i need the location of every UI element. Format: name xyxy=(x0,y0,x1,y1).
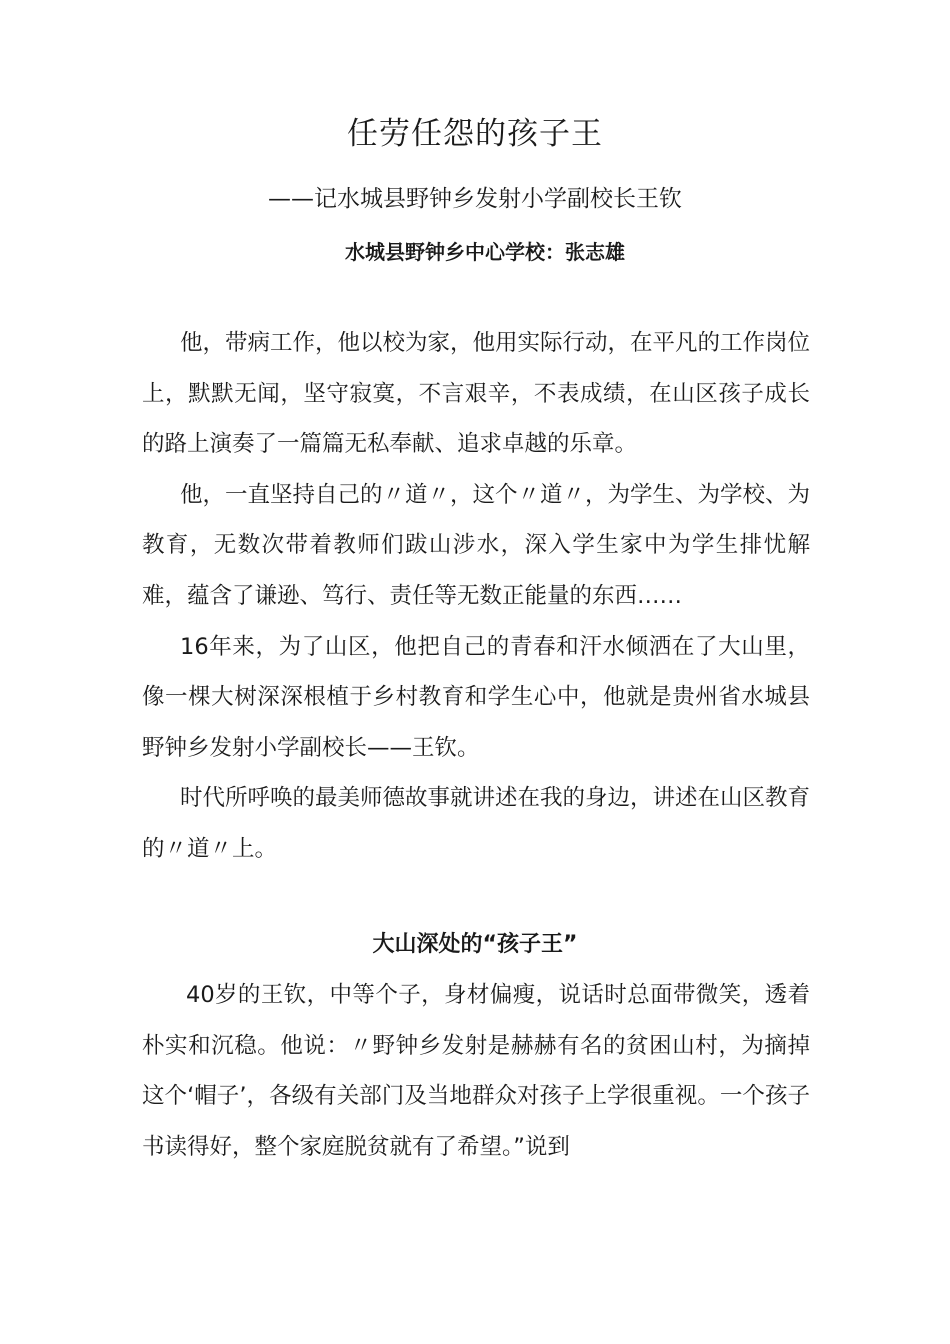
author-line: 水城县野钟乡中心学校：张志雄 xyxy=(345,240,625,264)
paragraph: 40岁的王钦，中等个子，身材偏瘦，说话时总面带微笑，透着朴实和沉稳。他说：〃野钟乡发射是赫赫有名的贫困山村，为摘掉这个‘帽子’，各级有关部门及当地群众对孩子上学很重视。一个孩子书读得好，整个家庭脱贫就有了希望。”说到 xyxy=(142,982,810,1160)
paragraph: 他，一直坚持自己的〃道〃，这个〃道〃，为学生、为学校、为教育，无数次带着教师们跋山涉水，深入学生家中为学生排忧解难，蕴含了谦逊、笃行、责任等无数正能量的东西…… xyxy=(142,481,811,609)
paragraph: 16年来，为了山区，他把自己的青春和汗水倾洒在了大山里，像一棵大树深深根植于乡村教育和学生心中，他就是贵州省水城县野钟乡发射小学副校长——王钦。 xyxy=(142,633,810,761)
section-heading: 大山深处的“孩子王” xyxy=(372,932,578,957)
document-title: 任劳任怨的孩子王 xyxy=(347,116,603,152)
document-subtitle: ——记水城县野钟乡发射小学副校长王钦 xyxy=(268,186,682,212)
paragraph: 时代所呼唤的最美师德故事就讲述在我的身边，讲述在山区教育的〃道〃上。 xyxy=(142,785,811,862)
intro-body xyxy=(142,318,810,875)
paragraph: 他，带病工作，他以校为家，他用实际行动，在平凡的工作岗位上，默默无闻，坚守寂寞，不言艰辛，不表成绩，在山区孩子成长的路上演奏了一篇篇无私奉献、追求卓越的乐章。 xyxy=(142,330,811,458)
section-body xyxy=(142,970,810,1172)
